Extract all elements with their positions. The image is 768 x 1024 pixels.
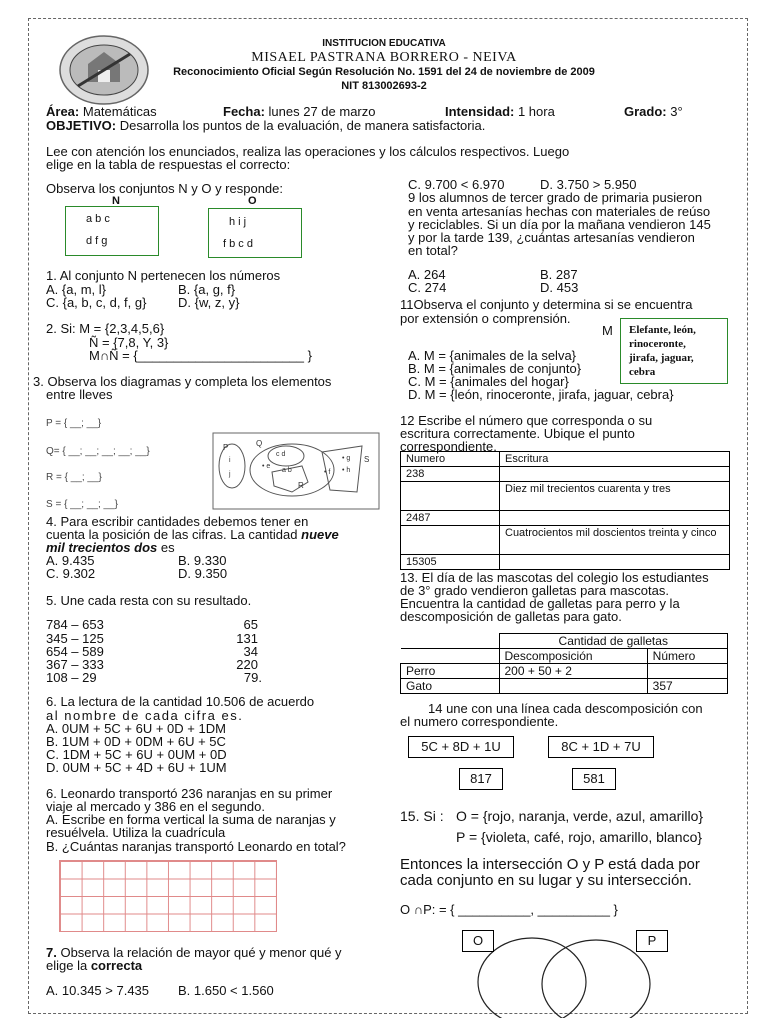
- q5-res-5: 79.: [243, 670, 262, 685]
- q5-res-3: 34: [243, 644, 258, 659]
- school-name: MISAEL PASTRANA BORRERO - NEIVA: [251, 50, 517, 65]
- q5-res-1: 65: [243, 617, 258, 632]
- q15-si: 15. Si :: [400, 808, 444, 824]
- q6b-line5: B. ¿Cuántas naranjas transportó Leonardo en total?: [46, 839, 346, 854]
- q9-option-d[interactable]: D. 453: [540, 280, 579, 295]
- q15-intersection[interactable]: O ∩P: = { __________, __________ }: [400, 902, 618, 917]
- q6b-line2: viaje al mercado y 386 en el segundo.: [46, 799, 265, 814]
- q6b-line3: A. Escribe en forma vertical la suma de naranjas y: [46, 812, 336, 827]
- q15-set-p: P = {violeta, café, rojo, amarillo, blanco}: [456, 829, 703, 845]
- q9-line3: y reciclables. Si un día por la mañana vendieron 145: [408, 217, 711, 232]
- venn-element-h: • h: [342, 467, 351, 474]
- q6-line1: 6. La lectura de la cantidad 10.506 de acuerdo: [46, 694, 315, 709]
- q6b-line4: resuélvela. Utiliza la cuadrícula: [46, 825, 226, 840]
- venn-label-s: S: [364, 455, 370, 464]
- q9-line2: en venta artesanías hechas con materiales de reúso: [408, 204, 711, 219]
- venn-element-g: • g: [342, 455, 351, 462]
- q2-line2: Ñ = {7,8, Y, 3}: [89, 335, 169, 350]
- q1-text: 1. Al conjunto N pertenecen los números: [46, 268, 281, 283]
- q3-set-p[interactable]: P = { __; __}: [46, 418, 102, 429]
- q3-line2: entre lleves: [46, 387, 113, 402]
- q9-option-b[interactable]: B. 287: [540, 267, 578, 282]
- q12-line3: correspondiente.: [400, 439, 497, 454]
- q6b-line1: 6. Leonardo transportó 236 naranjas en su primer: [46, 786, 333, 801]
- q9-line4: y por la tarde 139, ¿cuántas artesanías vendieron: [408, 230, 695, 245]
- fecha-field: Fecha: lunes 27 de marzo: [223, 104, 376, 119]
- area-field: Área: Matemáticas: [46, 104, 157, 119]
- venn-element-e: • e: [262, 463, 271, 470]
- q3-line1: 3. Observa los diagramas y completa los elementos: [33, 374, 332, 389]
- set-n-label: N: [112, 195, 120, 207]
- q7-line1: 7. Observa la relación de mayor qué y menor qué y: [46, 945, 342, 960]
- q12-table: [400, 451, 730, 570]
- q5-op-5: 108 – 29: [46, 670, 97, 685]
- q11-option-c[interactable]: C. M = {animales del hogar}: [408, 374, 569, 389]
- q1-option-d[interactable]: D. {w, z, y}: [178, 295, 240, 310]
- q13-line4: descomposición de galletas para gato.: [400, 609, 622, 624]
- q9-line5: en total?: [408, 243, 458, 258]
- venn-elements-ab: a b: [282, 467, 292, 474]
- table-row[interactable]: Cuatrocientos mil doscientos treinta y cinco: [401, 526, 730, 555]
- q14-line1: 14 une con una línea cada descomposición con: [428, 701, 703, 716]
- q5-op-1: 784 – 653: [46, 617, 104, 632]
- q6-option-a[interactable]: A. 0UM + 5C + 6U + 0D + 1DM: [46, 721, 226, 736]
- q6-option-d[interactable]: D. 0UM + 5C + 4D + 6U + 1UM: [46, 760, 227, 775]
- q6-option-c[interactable]: C. 1DM + 5C + 6U + 0UM + 0D: [46, 747, 227, 762]
- table-row[interactable]: 238: [401, 467, 730, 482]
- q9-option-a[interactable]: A. 264: [408, 267, 446, 282]
- q13-line2: de 3° grado vendieron galletas para mascotas.: [400, 583, 669, 598]
- q6-line2: al nombre de cada cifra es.: [46, 708, 244, 723]
- q14-box-1[interactable]: 5C + 8D + 1U: [408, 736, 514, 758]
- venn-element-i: i: [229, 457, 231, 464]
- q12-line2: escritura correctamente. Ubique el punto: [400, 426, 635, 441]
- intensidad-field: Intensidad: 1 hora: [445, 104, 555, 119]
- q4-option-c[interactable]: C. 9.302: [46, 566, 96, 581]
- q7-option-a[interactable]: A. 10.345 > 7.435: [46, 983, 150, 998]
- table-row[interactable]: Perro 200 + 50 + 2: [401, 664, 728, 679]
- q15-line2: cada conjunto en su lugar y su intersección.: [400, 872, 692, 889]
- venn-label-p: P: [223, 443, 229, 452]
- q11-set-box: Elefante, león, rinoceronte, jirafa, jaguar, cebra: [620, 318, 728, 384]
- q4-option-a[interactable]: A. 9.435: [46, 553, 95, 568]
- set-o-label: O: [248, 195, 257, 207]
- q15-label-p: P: [636, 930, 668, 952]
- q2-line1: 2. Si: M = {2,3,4,5,6}: [46, 321, 165, 336]
- q11-line2: por extensión o comprensión.: [400, 311, 571, 326]
- q11-set-m-label: M: [602, 323, 613, 338]
- set-o-box: h i j f b c d: [208, 208, 302, 258]
- q4-line2: cuenta la posición de las cifras. La cantidad nueve: [46, 527, 339, 542]
- venn-elements-cd: c d: [276, 451, 286, 458]
- instructions-line2: elige en la tabla de respuestas el correcto:: [46, 157, 291, 172]
- table-row[interactable]: 15305: [401, 555, 730, 570]
- q14-box-4[interactable]: 581: [572, 768, 616, 790]
- q7-option-d[interactable]: D. 3.750 > 5.950: [540, 177, 637, 192]
- q4-line3: mil trecientos dos es: [46, 540, 175, 555]
- q15-line1: Entonces la intersección O y P está dada por: [400, 856, 700, 873]
- q1-option-a[interactable]: A. {a, m, l}: [46, 282, 106, 297]
- nit-text: NIT 813002693-2: [341, 80, 427, 92]
- q15-label-o: O: [462, 930, 494, 952]
- objetivo-field: OBJETIVO: Desarrolla los puntos de la evaluación, de manera satisfactoria.: [46, 118, 486, 133]
- q12-line1: 12 Escribe el número que corresponda o su: [400, 413, 653, 428]
- q7-option-b[interactable]: B. 1.650 < 1.560: [178, 983, 274, 998]
- set-n-box: a b c d f g: [65, 206, 159, 256]
- q4-line1: 4. Para escribir cantidades debemos tener en: [46, 514, 309, 529]
- q1-option-b[interactable]: B. {a, g, f}: [178, 282, 236, 297]
- q11-option-b[interactable]: B. M = {animales de conjunto}: [408, 361, 582, 376]
- venn-label-q: Q: [256, 439, 263, 448]
- resolution-text: Reconocimiento Oficial Según Resolución No. 1591 del 24 de noviembre de 2009: [173, 66, 595, 78]
- q3-set-s[interactable]: S = { __; __; __}: [46, 499, 119, 510]
- table-row[interactable]: 2487: [401, 511, 730, 526]
- table-row[interactable]: Diez mil trecientos cuarenta y tres: [401, 482, 730, 511]
- q14-box-2[interactable]: 8C + 1D + 7U: [548, 736, 654, 758]
- q13-line1: 13. El día de las mascotas del colegio los estudiantes: [400, 570, 709, 585]
- q5-text: 5. Une cada resta con su resultado.: [46, 593, 252, 608]
- table-row[interactable]: Gato 357: [401, 679, 728, 694]
- q5-res-2: 131: [236, 631, 258, 646]
- q13-line3: Encuentra la cantidad de galletas para perro y la: [400, 596, 680, 611]
- venn-element-f: • f: [324, 469, 331, 476]
- q2-intersection[interactable]: M∩Ñ = {_______________________ }: [89, 348, 312, 363]
- q15-set-o: O = {rojo, naranja, verde, azul, amarillo}: [456, 808, 704, 824]
- q7-line2: elige la correcta: [46, 958, 143, 973]
- q5-op-3: 654 – 589: [46, 644, 104, 659]
- q11-option-d[interactable]: D. M = {león, rinoceronte, jirafa, jaguar, cebra}: [408, 387, 674, 402]
- q14-line2: el numero correspondiente.: [400, 714, 559, 729]
- q11-line1: 11Observa el conjunto y determina si se encuentra: [400, 297, 693, 312]
- institution-label: INSTITUCION EDUCATIVA: [322, 38, 446, 49]
- q5-op-2: 345 – 125: [46, 631, 104, 646]
- q7-option-c[interactable]: C. 9.700 < 6.970: [408, 177, 505, 192]
- venn-label-r: R: [298, 481, 304, 490]
- q11-option-a[interactable]: A. M = {animales de la selva}: [408, 348, 577, 363]
- q1-option-c[interactable]: C. {a, b, c, d, f, g}: [46, 295, 147, 310]
- answer-grid[interactable]: [59, 860, 277, 932]
- q4-option-d[interactable]: D. 9.350: [178, 566, 228, 581]
- q6-option-b[interactable]: B. 1UM + 0D + 0DM + 6U + 5C: [46, 734, 226, 749]
- q9-option-c[interactable]: C. 274: [408, 280, 447, 295]
- q5-res-4: 220: [236, 657, 258, 672]
- venn-element-j: j: [229, 471, 231, 478]
- instructions-line1: Lee con atención los enunciados, realiza las operaciones y los cálculos respectivos. Luego: [46, 144, 570, 159]
- q3-set-q[interactable]: Q= { __; __; __; __; __}: [46, 446, 150, 457]
- table-header-row: Numero Escritura: [401, 452, 730, 467]
- q3-set-r[interactable]: R = { __; __}: [46, 472, 102, 483]
- q5-op-4: 367 – 333: [46, 657, 104, 672]
- sets-intro: Observa los conjuntos N y O y responde:: [46, 181, 284, 196]
- q14-box-3[interactable]: 817: [459, 768, 503, 790]
- q4-option-b[interactable]: B. 9.330: [178, 553, 227, 568]
- q9-line1: 9 los alumnos de tercer grado de primaria pusieron: [408, 190, 703, 205]
- q3-venn-diagram: [212, 432, 380, 510]
- grado-field: Grado: 3°: [624, 104, 683, 119]
- q13-table: Cantidad de galletas Descomposición Número Perro 200 + 50 + 2 Gato 357: [400, 633, 728, 694]
